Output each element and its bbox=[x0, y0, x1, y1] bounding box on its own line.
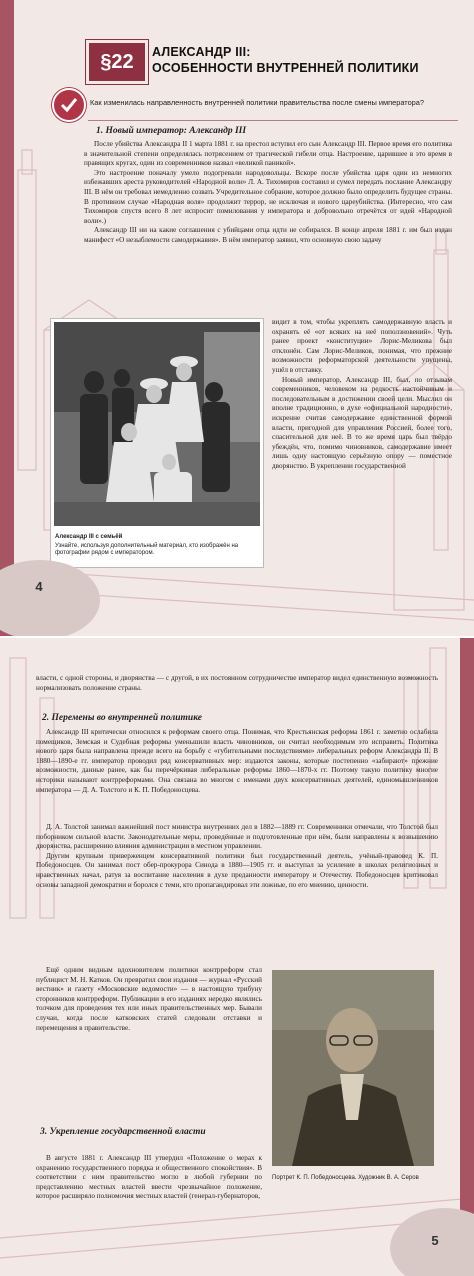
paragraph: власти, с одной стороны, и дворянства — с другой, в их постоянном сотрудничестве император видел единственную возможность нормализовать положение страны. bbox=[36, 674, 438, 692]
paragraph: После убийства Александра II 1 марта 1881 г. на престол вступил его сын Александр III. Первое время его политика в значительной степени определялась потрясением от трагической гибели отца. Настроение, царившее в это время в правящих кругах, один из современников назвал «великой паникой». bbox=[84, 140, 452, 168]
chapter-title bbox=[152, 44, 419, 76]
photo-task: Узнайте, используя дополнительный материал, кто изображён на фотографии рядом с императором. bbox=[55, 542, 239, 557]
body-text-bottom bbox=[36, 1154, 262, 1202]
body-text-right bbox=[272, 318, 452, 472]
paragraph: Александр III критически относился к реформам своего отца. Понимая, что Крестьянская реформа 1861 г. заметно ослабила помещиков, Земская и Судебная реформы уменьшили власть чиновников, он считал необходимым это исправить. Политика нового царя была направлена прежде всего на борьбу с «губительными последствиями» либеральных реформ Александра II. В 1880—1890-е гг. император проводил ряд консервативных мер: издаются законы, которые постепенно «забирают» прежние возможности, данные ранее, как бы перечёркивая либеральные реформы 1860—1870-х гг. Поэтому такую политику многие историки называют контрреформами. Она связана во многом с именами двух консервативных деятелей, единомышленников императора — Д. А. Толстого и К. П. Победоносцева. bbox=[36, 728, 438, 794]
page-number: 5 bbox=[431, 1232, 439, 1248]
chapter-title-line-2: ОСОБЕННОСТИ ВНУТРЕННЕЙ ПОЛИТИКИ bbox=[152, 61, 419, 75]
portrait-pobedonostsev bbox=[272, 970, 434, 1166]
paragraph: видит в том, чтобы укреплять самодержавную власть и охранять её «от всяких на неё поползновений». Чуть ранее проект «конституции» Лорис-Меликова был отклонён. Сам Лорис-Меликов, понимая, что прежние возможности реформаторской деятельности упущены, ушёл в отставку. bbox=[272, 318, 452, 374]
page-number: 4 bbox=[35, 578, 43, 594]
body-text-mid-2 bbox=[36, 823, 438, 890]
portrait-frame bbox=[272, 970, 434, 1202]
paragraph: Другим крупным приверженцем консервативной политики был государственный деятель, учёный-правовед К. П. Победоносцев. Он занимал пост обер-прокурора Синода в 1880—1905 гг. и выступал за усиление в школах религиозных и нравственных начал, ратуя за воспитание населения в духе преданности императору и Отечеству. Победоносцев критиковал основы западной демократии и боролся с теми, кто пропагандировал эти ложные, по его мнению, ценности. bbox=[36, 851, 438, 889]
portrait-caption: Портрет К. П. Победоносцева. Художник В. А. Серов bbox=[272, 1175, 419, 1181]
page-side-band bbox=[460, 638, 474, 1276]
paragraph: Новый император, Александр III, был, по отзывам современников, человеком на редкость настойчивым и последовательным в достижении своей цели. Мыслил он вполне традиционно, в духе «официальной народности», искренне считая самодержавие единственной формой власти, пригодной для управления Россией, более того, спасительной для неё. В то же время царь был твёрдо убеждён, что, помимо чиновников, самодержавие имеет лишь одну настоящую серьёзную опору — поместное дворянство. В укреплении государственной bbox=[272, 375, 452, 470]
page-side-band bbox=[0, 0, 14, 636]
section-heading-1: 1. Новый император: Александр III bbox=[96, 126, 247, 136]
paragraph: Д. А. Толстой занимал важнейший пост министра внутренних дел в 1882—1889 гг. Современники отмечали, что Толстой был поборником сильной власти. Законодательные меры, проведённые и подготовленные при нём, были направлены к возвышению дворянства, расширению влияния администрации в местном управлении. bbox=[36, 823, 438, 851]
body-text-mid bbox=[36, 728, 438, 795]
textbook-page-4 bbox=[0, 0, 474, 636]
checkmark-icon bbox=[52, 88, 86, 122]
family-photo-frame bbox=[50, 318, 264, 568]
paragraph: Это настроение поначалу умело подогревали народовольцы. Вскоре после убийства царя один из немногих избежавших ареста руководителей «Народной воли» Л. А. Тихомиров составил и сумел передать послание Александру III. В нём он требовал немедленно созвать Учредительное собрание, которое должно было определить будущее страны. В противном случае «Народная воля» продолжит террор, не исключая и нового цареубийства. (Интересно, что сам Тихомиров спустя всего 8 лет испросит помилования у императора и добровольно отречётся от идей «Народной воли».) bbox=[84, 168, 452, 225]
body-text-left bbox=[36, 966, 262, 1033]
textbook-page-5 bbox=[0, 638, 474, 1276]
body-text-top bbox=[36, 674, 438, 693]
chapter-title-line-1: АЛЕКСАНДР III: bbox=[152, 45, 251, 59]
section-heading-2: 2. Перемены во внутренней политике bbox=[42, 713, 202, 723]
paragraph: В августе 1881 г. Александр III утвердил «Положение о мерах к охранению государственного порядка и общественного спокойствия». В соответствии с ним правительство могло в любой губернии по представлению местных властей ввести чрезвычайное положение, которое расширяло полномочия местных властей (генерал-губернаторов, bbox=[36, 1154, 262, 1201]
paragraph: Александр III ни на какие соглашения с убийцами отца идти не собирался. В конце апреля 1881 г. им был издан манифест «О незыблемости самодержавия». В нём император заявил, что основную свою задачу bbox=[84, 226, 452, 244]
section-heading-3: 3. Укрепление государственной власти bbox=[40, 1127, 206, 1137]
divider bbox=[88, 120, 458, 121]
paragraph: Ещё одним видным вдохновителем политики контрреформ стал публицист М. Н. Катков. Он превратил свои издания — журнал «Русский вестник» и газету «Московские ведомости» — в настоящую трибуну сторонников контрреформ. Публикации в его изданиях нередко являлись толчком для проведения тех или иных правительственных мер. Бывали случаи, когда после катковских статей следовали отставки и перемещения в правительстве. bbox=[36, 966, 262, 1032]
section-badge: §22 bbox=[86, 40, 148, 84]
lesson-question: Как изменилась направленность внутренней политики правительства после смены императора? bbox=[90, 98, 425, 107]
photo-caption: Александр III с семьёй bbox=[55, 534, 123, 540]
family-photo bbox=[54, 322, 260, 526]
body-text-top bbox=[84, 140, 452, 246]
